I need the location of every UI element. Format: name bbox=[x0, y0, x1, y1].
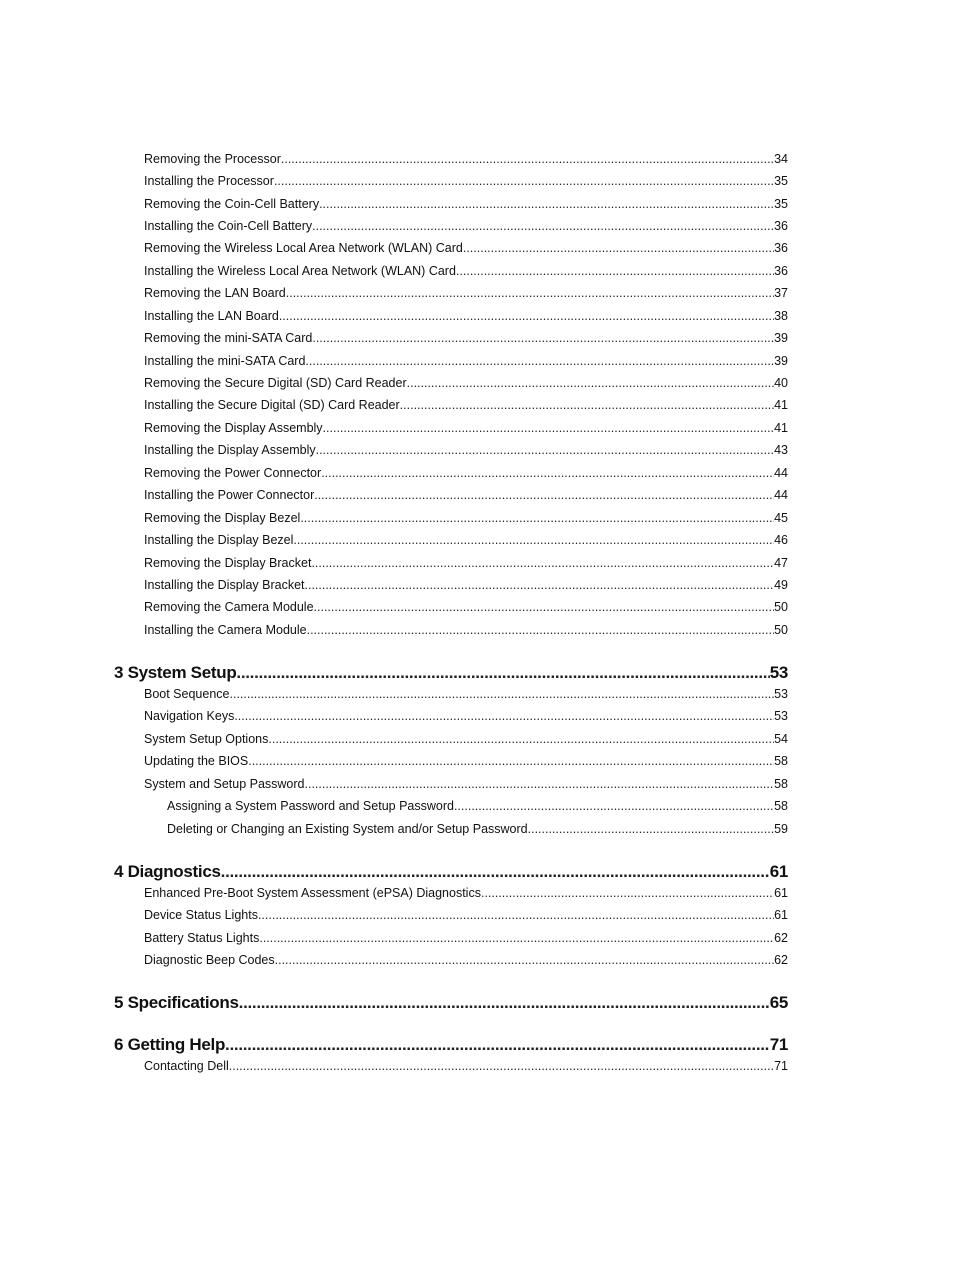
dot-leader bbox=[239, 993, 770, 1013]
toc-chapter[interactable] bbox=[114, 862, 788, 884]
toc-entry[interactable] bbox=[144, 219, 788, 236]
toc-entry-title: Removing the Power Connector bbox=[144, 466, 322, 480]
toc-entry[interactable] bbox=[144, 578, 788, 595]
toc-entry-page: 39 bbox=[774, 354, 788, 368]
toc-entry-page: 45 bbox=[774, 511, 788, 525]
toc-entry-page: 38 bbox=[774, 309, 788, 323]
dot-leader bbox=[305, 354, 774, 368]
toc-entry-page: 53 bbox=[774, 709, 788, 723]
toc-entry-page: 41 bbox=[774, 398, 788, 412]
dot-leader bbox=[258, 908, 774, 922]
toc-entry[interactable] bbox=[144, 309, 788, 326]
toc-entry-title: Removing the Camera Module bbox=[144, 600, 314, 614]
dot-leader bbox=[528, 822, 774, 836]
toc-entry-title: Installing the Power Connector bbox=[144, 488, 315, 502]
dot-leader bbox=[307, 623, 775, 637]
toc-chapter-title: 5 Specifications bbox=[114, 993, 239, 1012]
toc-entry-page: 36 bbox=[774, 219, 788, 233]
dot-leader bbox=[321, 466, 774, 480]
toc-entry-title: Installing the Secure Digital (SD) Card Reader bbox=[144, 398, 400, 412]
toc-entry-title: Removing the LAN Board bbox=[144, 286, 286, 300]
dot-leader bbox=[293, 533, 774, 547]
toc-entry-page: 34 bbox=[774, 152, 788, 166]
toc-entry[interactable] bbox=[144, 331, 788, 348]
toc-entry-title: Navigation Keys bbox=[144, 709, 235, 723]
toc-entry-title: Removing the Display Assembly bbox=[144, 421, 323, 435]
toc-entry-page: 35 bbox=[774, 197, 788, 211]
dot-leader bbox=[279, 309, 774, 323]
dot-leader bbox=[259, 931, 774, 945]
dot-leader bbox=[456, 264, 774, 278]
toc-entry[interactable] bbox=[144, 623, 788, 640]
toc-entry-page: 44 bbox=[774, 466, 788, 480]
toc-chapter-page: 71 bbox=[769, 1035, 788, 1054]
dot-leader bbox=[230, 687, 775, 701]
toc-entry[interactable] bbox=[144, 777, 788, 794]
toc-entry-page: 39 bbox=[774, 331, 788, 345]
toc-entry-page: 59 bbox=[774, 822, 788, 836]
toc-entry-title: Installing the LAN Board bbox=[144, 309, 279, 323]
toc-entry-title: System Setup Options bbox=[144, 732, 269, 746]
toc-entry-title: Contacting Dell bbox=[144, 1059, 229, 1073]
toc-entry-page: 62 bbox=[774, 931, 788, 945]
dot-leader bbox=[314, 488, 774, 502]
toc-chapter-page: 53 bbox=[769, 663, 788, 682]
dot-leader bbox=[481, 886, 774, 900]
dot-leader bbox=[275, 953, 774, 967]
toc-entry-title: Battery Status Lights bbox=[144, 931, 260, 945]
dot-leader bbox=[323, 421, 775, 435]
toc-chapter[interactable] bbox=[114, 993, 788, 1015]
dot-leader bbox=[234, 709, 774, 723]
dot-leader bbox=[316, 443, 774, 457]
toc-entry-title: Removing the Processor bbox=[144, 152, 281, 166]
dot-leader bbox=[286, 286, 774, 300]
toc-entry-title: Installing the Coin-Cell Battery bbox=[144, 219, 313, 233]
toc-entry-title: Installing the Wireless Local Area Network (WLAN) Card bbox=[144, 264, 456, 278]
dot-leader bbox=[225, 1035, 770, 1055]
toc-entry-title: Removing the Display Bezel bbox=[144, 511, 301, 525]
dot-leader bbox=[305, 777, 775, 791]
toc-chapter-page: 65 bbox=[769, 993, 788, 1012]
toc-entry[interactable] bbox=[144, 511, 788, 528]
dot-leader bbox=[312, 219, 774, 233]
toc-entry[interactable] bbox=[144, 443, 788, 460]
toc-chapter-title: 6 Getting Help bbox=[114, 1035, 226, 1054]
toc-entry-page: 49 bbox=[774, 578, 788, 592]
toc-entry-title: Removing the Coin-Cell Battery bbox=[144, 197, 320, 211]
toc-entry-page: 46 bbox=[774, 533, 788, 547]
toc-entry-page: 62 bbox=[774, 953, 788, 967]
toc-entry-page: 58 bbox=[774, 777, 788, 791]
toc-entry[interactable] bbox=[144, 197, 788, 214]
toc-entry-page: 47 bbox=[774, 556, 788, 570]
toc-entry-title: Installing the Processor bbox=[144, 174, 274, 188]
toc-entry-page: 50 bbox=[774, 600, 788, 614]
dot-leader bbox=[236, 663, 769, 683]
toc-entry-page: 58 bbox=[774, 799, 788, 813]
toc-entry-title: Enhanced Pre-Boot System Assessment (ePSA) Diagnostics bbox=[144, 886, 481, 900]
toc-entry[interactable] bbox=[144, 886, 788, 903]
toc-chapter-title: 3 System Setup bbox=[114, 663, 237, 682]
toc-entry[interactable] bbox=[144, 709, 788, 726]
dot-leader bbox=[305, 578, 775, 592]
dot-leader bbox=[229, 1059, 774, 1073]
toc-entry[interactable] bbox=[144, 264, 788, 281]
dot-leader bbox=[463, 241, 774, 255]
toc-entry[interactable] bbox=[144, 152, 788, 169]
dot-leader bbox=[221, 862, 770, 882]
toc-entry[interactable] bbox=[144, 488, 788, 505]
dot-leader bbox=[319, 197, 774, 211]
toc-entry[interactable] bbox=[144, 908, 788, 925]
toc-entry-title: Removing the mini-SATA Card bbox=[144, 331, 313, 345]
dot-leader bbox=[407, 376, 774, 390]
toc-entry[interactable] bbox=[144, 421, 788, 438]
toc-entry-title: Updating the BIOS bbox=[144, 754, 249, 768]
dot-leader bbox=[311, 556, 774, 570]
toc-chapter[interactable] bbox=[114, 1035, 788, 1057]
toc-entry-page: 61 bbox=[774, 908, 788, 922]
toc-entry[interactable] bbox=[144, 286, 788, 303]
dot-leader bbox=[400, 398, 774, 412]
toc-entry-title: System and Setup Password bbox=[144, 777, 305, 791]
toc-entry-title: Assigning a System Password and Setup Password bbox=[167, 799, 454, 813]
dot-leader bbox=[281, 152, 774, 166]
toc-entry[interactable] bbox=[144, 466, 788, 483]
toc-entry-page: 71 bbox=[774, 1059, 788, 1073]
toc-entry-title: Installing the Display Bracket bbox=[144, 578, 305, 592]
toc-entry-page: 61 bbox=[774, 886, 788, 900]
toc-entry[interactable] bbox=[144, 931, 788, 948]
toc-entry-title: Diagnostic Beep Codes bbox=[144, 953, 275, 967]
toc-entry-title: Removing the Wireless Local Area Network (WLAN) Card bbox=[144, 241, 463, 255]
toc-entry-page: 37 bbox=[774, 286, 788, 300]
toc-entry-page: 58 bbox=[774, 754, 788, 768]
toc-entry-page: 36 bbox=[774, 264, 788, 278]
toc-subentry[interactable] bbox=[167, 822, 788, 839]
toc-entry-title: Installing the Camera Module bbox=[144, 623, 307, 637]
toc-entry[interactable] bbox=[144, 953, 788, 970]
toc-entry-title: Removing the Secure Digital (SD) Card Reader bbox=[144, 376, 407, 390]
dot-leader bbox=[300, 511, 774, 525]
toc-entry-page: 41 bbox=[774, 421, 788, 435]
toc-entry-page: 50 bbox=[774, 623, 788, 637]
dot-leader bbox=[274, 174, 774, 188]
toc-entry-page: 43 bbox=[774, 443, 788, 457]
dot-leader bbox=[312, 331, 774, 345]
toc-entry[interactable] bbox=[144, 687, 788, 704]
toc-entry-title: Deleting or Changing an Existing System and/or Setup Password bbox=[167, 822, 528, 836]
dot-leader bbox=[248, 754, 774, 768]
toc-entry[interactable] bbox=[144, 354, 788, 371]
toc-entry-title: Installing the Display Bezel bbox=[144, 533, 294, 547]
dot-leader bbox=[454, 799, 774, 813]
toc-entry-title: Boot Sequence bbox=[144, 687, 230, 701]
toc-chapter-title: 4 Diagnostics bbox=[114, 862, 221, 881]
toc-chapter[interactable] bbox=[114, 663, 788, 685]
toc-entry[interactable] bbox=[144, 1059, 788, 1076]
toc-entry-title: Installing the mini-SATA Card bbox=[144, 354, 306, 368]
toc-entry-title: Installing the Display Assembly bbox=[144, 443, 316, 457]
toc-entry-page: 35 bbox=[774, 174, 788, 188]
toc-entry-page: 44 bbox=[774, 488, 788, 502]
toc-entry-page: 36 bbox=[774, 241, 788, 255]
toc-entry[interactable] bbox=[144, 754, 788, 771]
toc-entry-page: 54 bbox=[774, 732, 788, 746]
toc-entry[interactable] bbox=[144, 600, 788, 617]
toc-entry-title: Device Status Lights bbox=[144, 908, 258, 922]
toc-subentry[interactable] bbox=[167, 799, 788, 816]
toc-entry-title: Removing the Display Bracket bbox=[144, 556, 312, 570]
toc-entry[interactable] bbox=[144, 398, 788, 415]
dot-leader bbox=[314, 600, 775, 614]
toc-chapter-page: 61 bbox=[769, 862, 788, 881]
toc-entry[interactable] bbox=[144, 556, 788, 573]
toc-entry-page: 53 bbox=[774, 687, 788, 701]
toc-entry[interactable] bbox=[144, 533, 788, 550]
toc-entry[interactable] bbox=[144, 732, 788, 749]
toc-entry[interactable] bbox=[144, 241, 788, 258]
toc-entry[interactable] bbox=[144, 376, 788, 393]
toc-entry[interactable] bbox=[144, 174, 788, 191]
dot-leader bbox=[268, 732, 774, 746]
toc-entry-page: 40 bbox=[774, 376, 788, 390]
